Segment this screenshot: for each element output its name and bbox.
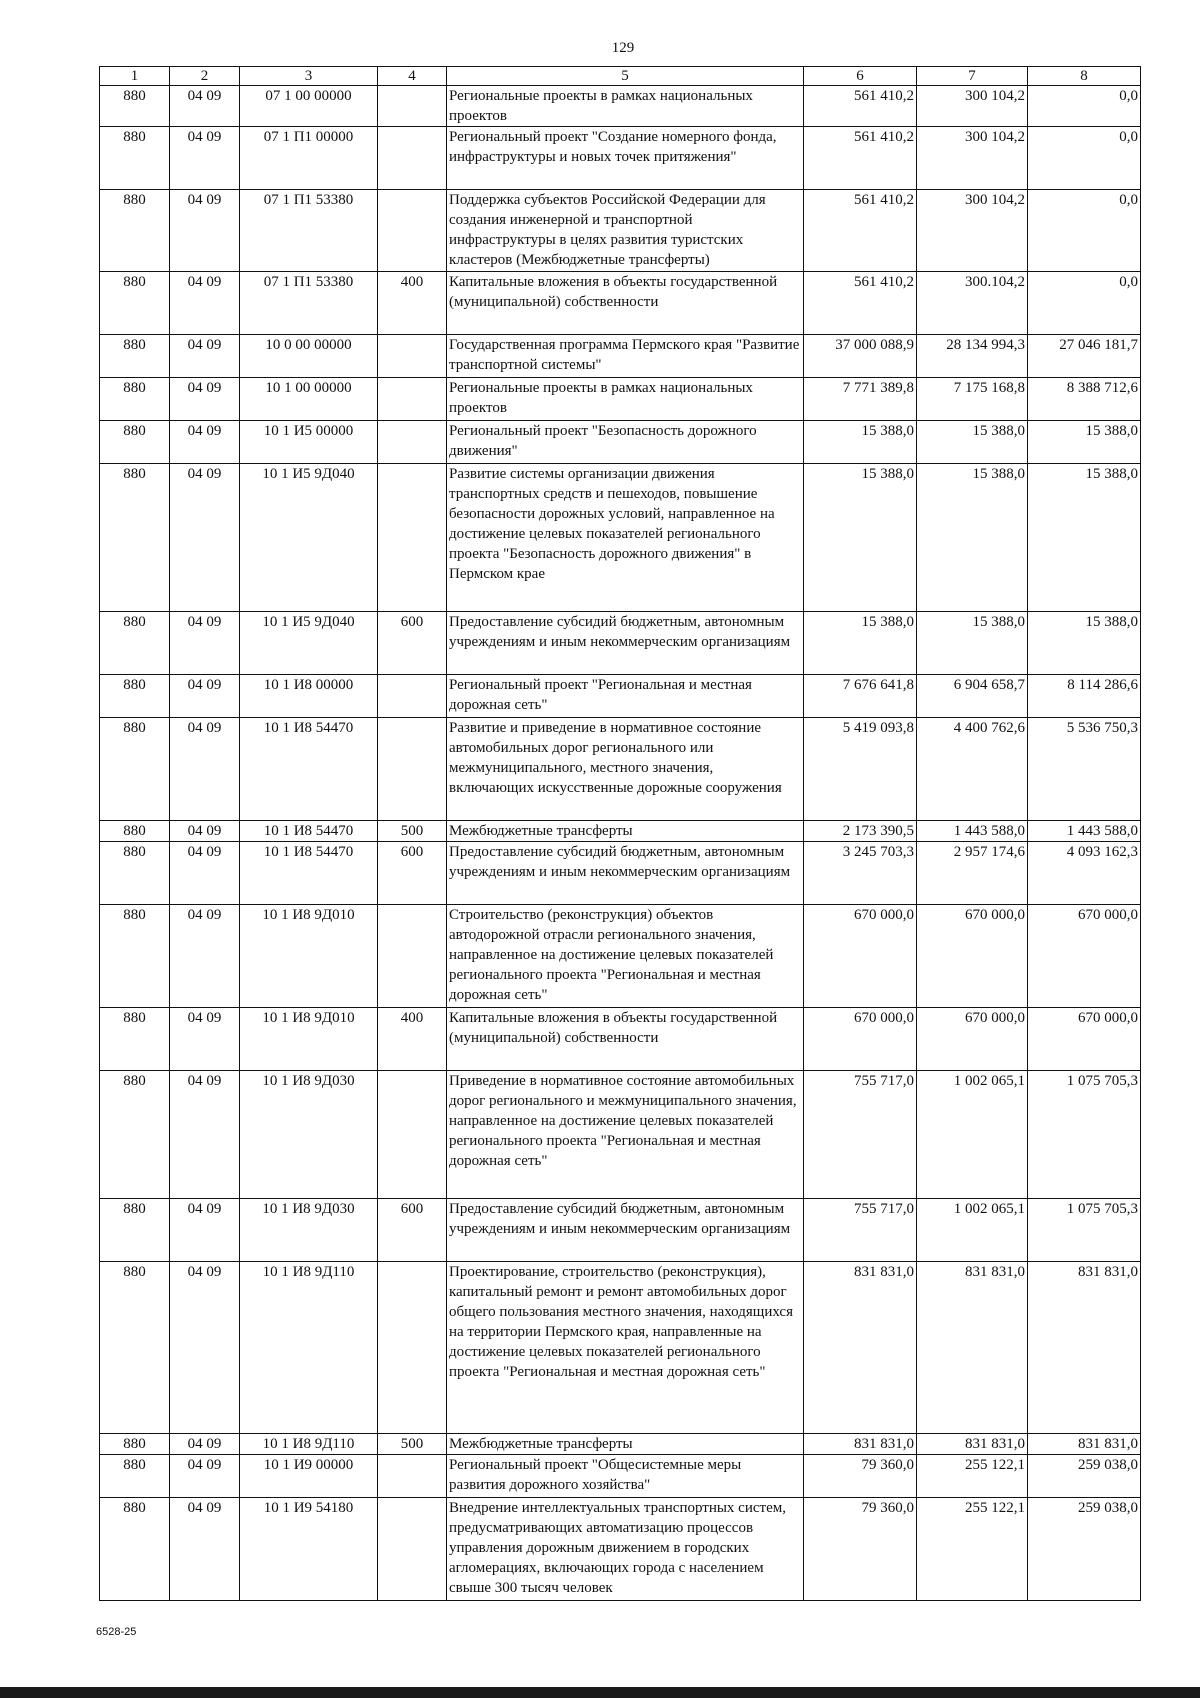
amount-year1-cell: 3 245 703,3: [804, 842, 917, 905]
table-row: [100, 127, 1141, 190]
column-header: 3: [240, 67, 378, 86]
description-cell: Предоставление субсидий бюджетным, автономным учреждениям и иным некоммерческим организациям: [447, 842, 804, 905]
description-cell: Государственная программа Пермского края "Развитие транспортной системы": [447, 335, 804, 378]
target-article-cell: 10 1 И8 9Д110: [240, 1262, 378, 1434]
table-row: [100, 190, 1141, 272]
kbk-chapter-cell: 880: [100, 86, 170, 127]
table-row: [100, 1498, 1141, 1601]
amount-year2-cell: 831 831,0: [917, 1262, 1028, 1434]
amount-year3-cell: 0,0: [1028, 127, 1141, 190]
expense-type-cell: [378, 464, 447, 612]
amount-year1-cell: 79 360,0: [804, 1498, 917, 1601]
section-cell: 04 09: [170, 464, 240, 612]
document-code: 6528-25: [96, 1626, 137, 1638]
expense-type-cell: [378, 675, 447, 718]
table-row: [100, 272, 1141, 335]
section-cell: 04 09: [170, 1455, 240, 1498]
kbk-chapter-cell: 880: [100, 718, 170, 821]
expense-type-cell: [378, 127, 447, 190]
amount-year3-cell: 15 388,0: [1028, 421, 1141, 464]
amount-year2-cell: 670 000,0: [917, 1008, 1028, 1071]
expense-type-cell: [378, 718, 447, 821]
page-number: 129: [611, 40, 635, 56]
amount-year1-cell: 670 000,0: [804, 905, 917, 1008]
section-cell: 04 09: [170, 905, 240, 1008]
table-row: [100, 718, 1141, 821]
amount-year2-cell: 670 000,0: [917, 905, 1028, 1008]
target-article-cell: 10 1 И8 54470: [240, 842, 378, 905]
table-row: [100, 335, 1141, 378]
amount-year3-cell: 15 388,0: [1028, 612, 1141, 675]
amount-year1-cell: 7 771 389,8: [804, 378, 917, 421]
amount-year2-cell: 300 104,2: [917, 86, 1028, 127]
description-cell: Региональный проект "Создание номерного фонда, инфраструктуры и новых точек притяжения": [447, 127, 804, 190]
section-cell: 04 09: [170, 1071, 240, 1199]
amount-year3-cell: 15 388,0: [1028, 464, 1141, 612]
amount-year2-cell: 28 134 994,3: [917, 335, 1028, 378]
description-cell: Внедрение интеллектуальных транспортных систем, предусматривающих автоматизацию процессов управления дорожным движением в городских агломерациях, включающих города с населением свыше 300 тысяч человек: [447, 1498, 804, 1601]
target-article-cell: 10 1 И8 54470: [240, 718, 378, 821]
section-cell: 04 09: [170, 675, 240, 718]
kbk-chapter-cell: 880: [100, 421, 170, 464]
section-cell: 04 09: [170, 335, 240, 378]
target-article-cell: 10 1 00 00000: [240, 378, 378, 421]
amount-year2-cell: 15 388,0: [917, 421, 1028, 464]
section-cell: 04 09: [170, 421, 240, 464]
table-row: [100, 464, 1141, 612]
amount-year1-cell: 37 000 088,9: [804, 335, 917, 378]
budget-table: [99, 66, 1141, 1601]
kbk-chapter-cell: 880: [100, 1262, 170, 1434]
target-article-cell: 10 1 И8 9Д030: [240, 1071, 378, 1199]
amount-year1-cell: 15 388,0: [804, 421, 917, 464]
table-row: [100, 1008, 1141, 1071]
amount-year3-cell: 0,0: [1028, 190, 1141, 272]
target-article-cell: 07 1 П1 53380: [240, 190, 378, 272]
target-article-cell: 10 1 И9 00000: [240, 1455, 378, 1498]
target-article-cell: 07 1 П1 53380: [240, 272, 378, 335]
scan-edge: [0, 1687, 1200, 1698]
section-cell: 04 09: [170, 272, 240, 335]
kbk-chapter-cell: 880: [100, 335, 170, 378]
amount-year3-cell: 670 000,0: [1028, 1008, 1141, 1071]
target-article-cell: 07 1 00 00000: [240, 86, 378, 127]
expense-type-cell: 600: [378, 842, 447, 905]
amount-year3-cell: 1 075 705,3: [1028, 1071, 1141, 1199]
column-header: 7: [917, 67, 1028, 86]
description-cell: Приведение в нормативное состояние автомобильных дорог регионального и межмуниципального значения, направленное на достижение целевых показателей регионального проекта "Региональная и местная дорожная сеть": [447, 1071, 804, 1199]
column-header: 1: [100, 67, 170, 86]
target-article-cell: 10 0 00 00000: [240, 335, 378, 378]
expense-type-cell: [378, 421, 447, 464]
expense-type-cell: 600: [378, 1199, 447, 1262]
expense-type-cell: 600: [378, 612, 447, 675]
kbk-chapter-cell: 880: [100, 821, 170, 842]
amount-year2-cell: 6 904 658,7: [917, 675, 1028, 718]
table-row: [100, 1262, 1141, 1434]
column-header: 5: [447, 67, 804, 86]
expense-type-cell: [378, 335, 447, 378]
section-cell: 04 09: [170, 86, 240, 127]
table-row: [100, 421, 1141, 464]
section-cell: 04 09: [170, 612, 240, 675]
description-cell: Региональный проект "Безопасность дорожного движения": [447, 421, 804, 464]
kbk-chapter-cell: 880: [100, 1008, 170, 1071]
description-cell: Капитальные вложения в объекты государственной (муниципальной) собственности: [447, 272, 804, 335]
target-article-cell: 10 1 И5 9Д040: [240, 612, 378, 675]
section-cell: 04 09: [170, 1262, 240, 1434]
description-cell: Предоставление субсидий бюджетным, автономным учреждениям и иным некоммерческим организациям: [447, 612, 804, 675]
table-row: [100, 378, 1141, 421]
amount-year1-cell: 2 173 390,5: [804, 821, 917, 842]
section-cell: 04 09: [170, 1434, 240, 1455]
amount-year2-cell: 7 175 168,8: [917, 378, 1028, 421]
table-row: [100, 675, 1141, 718]
expense-type-cell: [378, 378, 447, 421]
kbk-chapter-cell: 880: [100, 378, 170, 421]
target-article-cell: 10 1 И5 00000: [240, 421, 378, 464]
amount-year3-cell: 1 443 588,0: [1028, 821, 1141, 842]
amount-year3-cell: 0,0: [1028, 272, 1141, 335]
section-cell: 04 09: [170, 1199, 240, 1262]
amount-year3-cell: 27 046 181,7: [1028, 335, 1141, 378]
kbk-chapter-cell: 880: [100, 1455, 170, 1498]
amount-year1-cell: 755 717,0: [804, 1199, 917, 1262]
section-cell: 04 09: [170, 1498, 240, 1601]
kbk-chapter-cell: 880: [100, 464, 170, 612]
kbk-chapter-cell: 880: [100, 905, 170, 1008]
amount-year3-cell: 8 114 286,6: [1028, 675, 1141, 718]
amount-year1-cell: 670 000,0: [804, 1008, 917, 1071]
expense-type-cell: [378, 190, 447, 272]
expense-type-cell: [378, 905, 447, 1008]
expense-type-cell: [378, 1071, 447, 1199]
section-cell: 04 09: [170, 127, 240, 190]
amount-year2-cell: 255 122,1: [917, 1498, 1028, 1601]
description-cell: Межбюджетные трансферты: [447, 1434, 804, 1455]
description-cell: Развитие и приведение в нормативное состояние автомобильных дорог регионального или межмуниципального, местного значения, включающих искусственные дорожные сооружения: [447, 718, 804, 821]
section-cell: 04 09: [170, 190, 240, 272]
description-cell: Предоставление субсидий бюджетным, автономным учреждениям и иным некоммерческим организациям: [447, 1199, 804, 1262]
expense-type-cell: [378, 1498, 447, 1601]
expense-type-cell: [378, 1262, 447, 1434]
table-row: [100, 842, 1141, 905]
amount-year3-cell: 8 388 712,6: [1028, 378, 1141, 421]
amount-year1-cell: 561 410,2: [804, 86, 917, 127]
amount-year3-cell: 5 536 750,3: [1028, 718, 1141, 821]
description-cell: Поддержка субъектов Российской Федерации для создания инженерной и транспортной инфраструктуры в целях развития туристских кластеров (Межбюджетные трансферты): [447, 190, 804, 272]
target-article-cell: 10 1 И8 9Д010: [240, 905, 378, 1008]
amount-year3-cell: 259 038,0: [1028, 1455, 1141, 1498]
target-article-cell: 10 1 И8 00000: [240, 675, 378, 718]
table-row: [100, 821, 1141, 842]
expense-type-cell: 500: [378, 1434, 447, 1455]
kbk-chapter-cell: 880: [100, 842, 170, 905]
description-cell: Капитальные вложения в объекты государственной (муниципальной) собственности: [447, 1008, 804, 1071]
amount-year2-cell: 2 957 174,6: [917, 842, 1028, 905]
amount-year3-cell: 670 000,0: [1028, 905, 1141, 1008]
column-header: 8: [1028, 67, 1141, 86]
amount-year1-cell: 5 419 093,8: [804, 718, 917, 821]
section-cell: 04 09: [170, 378, 240, 421]
amount-year1-cell: 15 388,0: [804, 612, 917, 675]
table-row: [100, 905, 1141, 1008]
kbk-chapter-cell: 880: [100, 675, 170, 718]
amount-year2-cell: 15 388,0: [917, 612, 1028, 675]
amount-year1-cell: 79 360,0: [804, 1455, 917, 1498]
amount-year3-cell: 831 831,0: [1028, 1262, 1141, 1434]
amount-year1-cell: 831 831,0: [804, 1262, 917, 1434]
target-article-cell: 10 1 И8 9Д030: [240, 1199, 378, 1262]
table-row: [100, 612, 1141, 675]
amount-year1-cell: 561 410,2: [804, 190, 917, 272]
description-cell: Развитие системы организации движения транспортных средств и пешеходов, повышение безопасности дорожных условий, направленное на достижение целевых показателей регионального проекта "Безопасность дорожного движения" в Пермском крае: [447, 464, 804, 612]
amount-year1-cell: 561 410,2: [804, 272, 917, 335]
section-cell: 04 09: [170, 842, 240, 905]
kbk-chapter-cell: 880: [100, 190, 170, 272]
kbk-chapter-cell: 880: [100, 1498, 170, 1601]
section-cell: 04 09: [170, 1008, 240, 1071]
column-header: 6: [804, 67, 917, 86]
description-cell: Строительство (реконструкция) объектов автодорожной отрасли регионального значения, направленное на достижение целевых показателей регионального проекта "Региональная и местная дорожная сеть": [447, 905, 804, 1008]
target-article-cell: 07 1 П1 00000: [240, 127, 378, 190]
kbk-chapter-cell: 880: [100, 612, 170, 675]
description-cell: Региональный проект "Общесистемные меры развития дорожного хозяйства": [447, 1455, 804, 1498]
kbk-chapter-cell: 880: [100, 1071, 170, 1199]
description-cell: Проектирование, строительство (реконструкция), капитальный ремонт и ремонт автомобильных дорог общего пользования местного значения, находящихся на территории Пермского края, направленные на достижение целевых показателей регионального проекта "Региональная и местная дорожная сеть": [447, 1262, 804, 1434]
description-cell: Межбюджетные трансферты: [447, 821, 804, 842]
amount-year3-cell: 0,0: [1028, 86, 1141, 127]
amount-year2-cell: 255 122,1: [917, 1455, 1028, 1498]
amount-year2-cell: 1 002 065,1: [917, 1071, 1028, 1199]
description-cell: Региональные проекты в рамках национальных проектов: [447, 86, 804, 127]
amount-year3-cell: 4 093 162,3: [1028, 842, 1141, 905]
amount-year2-cell: 15 388,0: [917, 464, 1028, 612]
amount-year1-cell: 831 831,0: [804, 1434, 917, 1455]
amount-year1-cell: 755 717,0: [804, 1071, 917, 1199]
expense-type-cell: 400: [378, 272, 447, 335]
target-article-cell: 10 1 И5 9Д040: [240, 464, 378, 612]
amount-year2-cell: 831 831,0: [917, 1434, 1028, 1455]
target-article-cell: 10 1 И8 9Д110: [240, 1434, 378, 1455]
column-number-row: [100, 67, 1141, 86]
amount-year3-cell: 259 038,0: [1028, 1498, 1141, 1601]
amount-year1-cell: 561 410,2: [804, 127, 917, 190]
amount-year2-cell: 1 002 065,1: [917, 1199, 1028, 1262]
expense-type-cell: [378, 86, 447, 127]
expense-type-cell: 500: [378, 821, 447, 842]
table-row: [100, 1199, 1141, 1262]
column-header: 4: [378, 67, 447, 86]
amount-year2-cell: 300 104,2: [917, 127, 1028, 190]
kbk-chapter-cell: 880: [100, 127, 170, 190]
amount-year2-cell: 300.104,2: [917, 272, 1028, 335]
section-cell: 04 09: [170, 821, 240, 842]
table-row: [100, 1071, 1141, 1199]
target-article-cell: 10 1 И8 54470: [240, 821, 378, 842]
target-article-cell: 10 1 И9 54180: [240, 1498, 378, 1601]
amount-year3-cell: 831 831,0: [1028, 1434, 1141, 1455]
target-article-cell: 10 1 И8 9Д010: [240, 1008, 378, 1071]
description-cell: Региональные проекты в рамках национальных проектов: [447, 378, 804, 421]
amount-year2-cell: 1 443 588,0: [917, 821, 1028, 842]
kbk-chapter-cell: 880: [100, 272, 170, 335]
table-row: [100, 1434, 1141, 1455]
description-cell: Региональный проект "Региональная и местная дорожная сеть": [447, 675, 804, 718]
amount-year2-cell: 300 104,2: [917, 190, 1028, 272]
amount-year1-cell: 7 676 641,8: [804, 675, 917, 718]
amount-year3-cell: 1 075 705,3: [1028, 1199, 1141, 1262]
kbk-chapter-cell: 880: [100, 1434, 170, 1455]
table-row: [100, 1455, 1141, 1498]
kbk-chapter-cell: 880: [100, 1199, 170, 1262]
expense-type-cell: [378, 1455, 447, 1498]
column-header: 2: [170, 67, 240, 86]
expense-type-cell: 400: [378, 1008, 447, 1071]
table-row: [100, 86, 1141, 127]
amount-year2-cell: 4 400 762,6: [917, 718, 1028, 821]
amount-year1-cell: 15 388,0: [804, 464, 917, 612]
section-cell: 04 09: [170, 718, 240, 821]
